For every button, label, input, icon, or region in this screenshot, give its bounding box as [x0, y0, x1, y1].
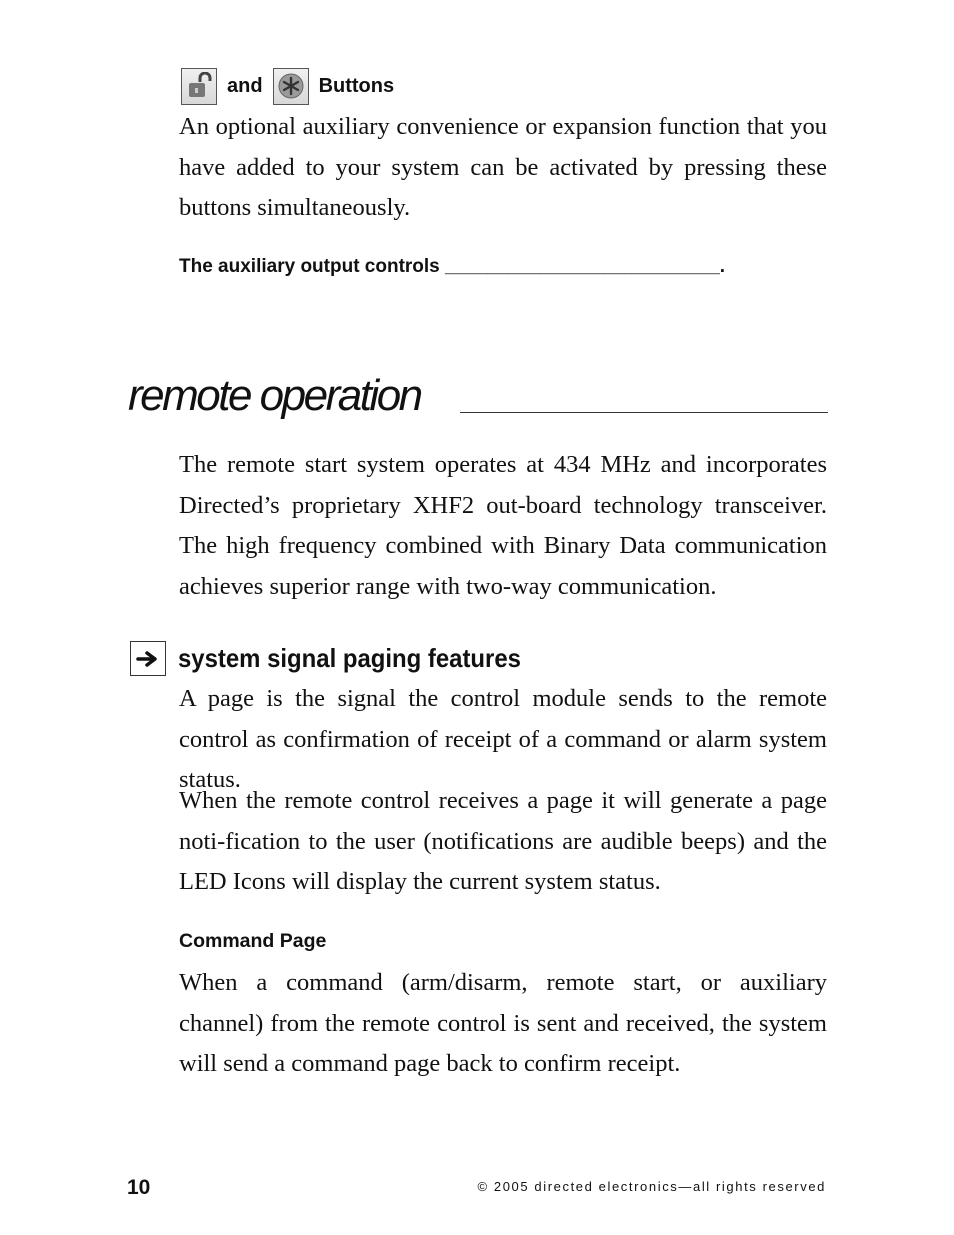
aux-output-line: The auxiliary output controls __________________________. — [179, 256, 726, 277]
unlock-icon — [181, 68, 217, 105]
paging-paragraph-2: When the remote control receives a page it will generate a page noti-fication to the user (notifications are audible beeps) and the LED Icons will display the current system status. — [179, 787, 827, 895]
intro-paragraph: An optional auxiliary convenience or expansion function that you have added to your system can be activated by pressing these buttons simultaneously. — [179, 113, 827, 221]
arrow-right-icon — [130, 641, 166, 676]
paging-paragraph-1: A page is the signal the control module sends to the remote control as confirmation of receipt of a command or alarm system status. — [179, 685, 827, 793]
and-label: and — [227, 74, 263, 97]
subsection-title: system signal paging features — [178, 643, 521, 673]
section-rule — [460, 412, 828, 413]
asterisk-icon — [273, 68, 309, 105]
page-number: 10 — [127, 1176, 151, 1199]
buttons-heading — [181, 66, 404, 106]
section-title: remote operation — [128, 371, 421, 420]
copyright: © 2005 directed electronics—all rights reserved — [477, 1179, 826, 1194]
command-page-paragraph: When a command (arm/disarm, remote start, or auxiliary channel) from the remote control is sent and received, the system will send a command page back to confirm receipt. — [179, 969, 827, 1077]
command-page-heading: Command Page — [179, 930, 327, 952]
buttons-label: Buttons — [318, 74, 395, 97]
operation-paragraph: The remote start system operates at 434 MHz and incorporates Directed’s proprietary XHF2 out-board technology transceiver. The high frequency combined with Binary Data communication achieves superior range with two-way communication. — [179, 451, 827, 600]
